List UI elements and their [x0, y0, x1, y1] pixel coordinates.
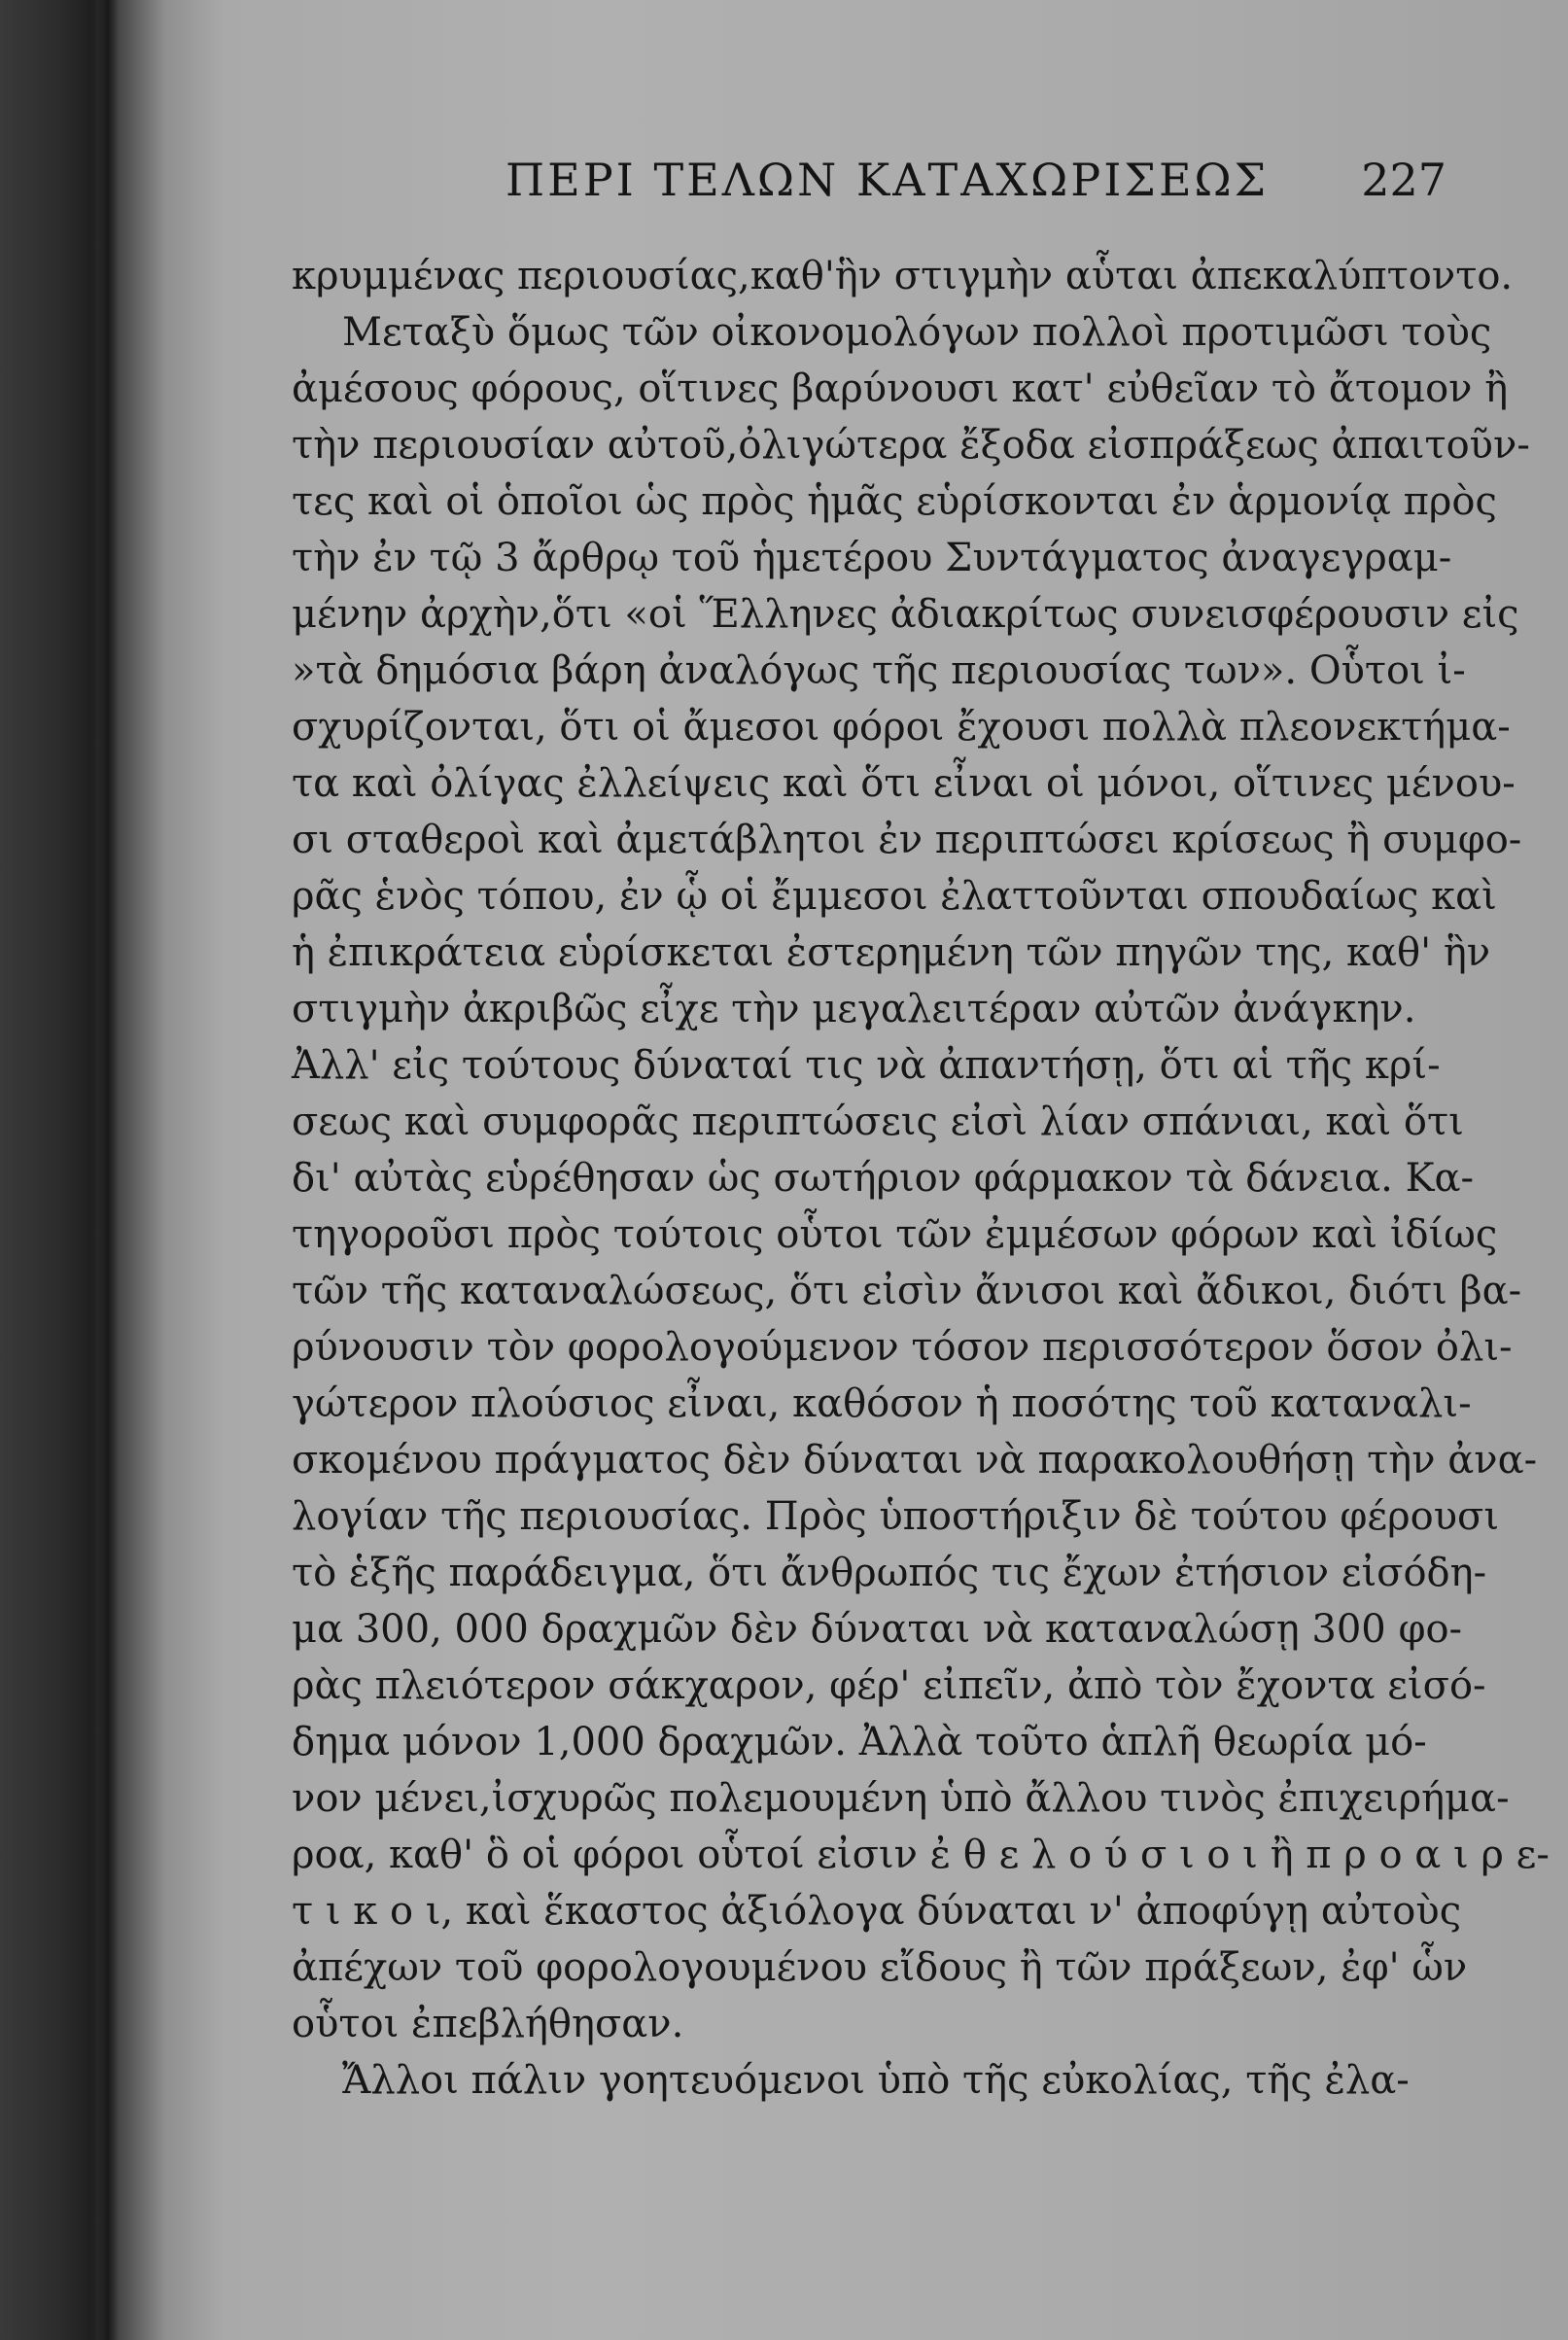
text-line: ἡ ἐπικράτεια εὑρίσκεται ἐστερημένη τῶν πηγῶν της, καθ' ἣν: [292, 930, 1491, 975]
text-line: δι' αὐτὰς εὑρέθησαν ὡς σωτήριον φάρμακον τὰ δάνεια. Κα-: [292, 1156, 1474, 1201]
text-line: τες καὶ οἱ ὁποῖοι ὡς πρὸς ἡμᾶς εὑρίσκονται ἐν ἁρμονίᾳ πρὸς: [292, 479, 1497, 524]
page-header: [292, 154, 1468, 212]
text-line: τὴν ἐν τῷ 3 ἄρθρῳ τοῦ ἡμετέρου Συντάγματος ἀναγεγραμ-: [292, 536, 1452, 580]
text-line: δημα μόνον 1,000 δραχμῶν. Ἀλλὰ τοῦτο ἁπλῆ θεωρία μό-: [292, 1720, 1427, 1764]
text-line: ἀμέσους φόρους, οἵτινες βαρύνουσι κατ' εὐθεῖαν τὸ ἄτομον ἢ: [292, 367, 1509, 411]
text-line: γώτερον πλούσιος εἶναι, καθόσον ἡ ποσότης τοῦ καταναλι-: [292, 1381, 1472, 1426]
text-line: Ἀλλ' εἰς τούτους δύναταί τις νὰ ἀπαντήσῃ, ὅτι αἱ τῆς κρί-: [292, 1043, 1441, 1088]
text-line: ρύνουσιν τὸν φορολογούμενον τόσον περισσότερον ὅσον ὀλι-: [292, 1325, 1513, 1370]
page-number: 227: [1361, 154, 1446, 206]
body-text: [292, 248, 1550, 2109]
text-line: τὸ ἑξῆς παράδειγμα, ὅτι ἄνθρωπός τις ἔχων ἐτήσιον εἰσόδη-: [292, 1551, 1487, 1595]
text-line: νον μένει,ἰσχυρῶς πολεμουμένη ὑπὸ ἄλλου τινὸς ἐπιχειρήμα-: [292, 1776, 1510, 1821]
text-line: τὴν περιουσίαν αὐτοῦ,ὀλιγώτερα ἔξοδα εἰσπράξεως ἀπαιτοῦν-: [292, 423, 1530, 468]
text-line: σι σταθεροὶ καὶ ἀμετάβλητοι ἐν περιπτώσει κρίσεως ἢ συμφο-: [292, 818, 1522, 862]
text-line: μα 300, 000 δραχμῶν δὲν δύναται νὰ καταναλώσῃ 300 φο-: [292, 1607, 1463, 1652]
text-line: »τὰ δημόσια βάρη ἀναλόγως τῆς περιουσίας των». Οὗτοι ἰ-: [292, 648, 1466, 693]
text-line: ἀπέχων τοῦ φορολογουμένου εἴδους ἢ τῶν πράξεων, ἐφ' ὧν: [292, 1945, 1468, 1990]
text-line: Ἄλλοι πάλιν γοητευόμενοι ὑπὸ τῆς εὐκολίας, τῆς ἐλα-: [342, 2058, 1410, 2103]
text-line: σκομένου πράγματος δὲν δύναται νὰ παρακολουθήσῃ τὴν ἀνα-: [292, 1438, 1538, 1483]
text-line: ρᾶς ἑνὸς τόπου, ἐν ᾧ οἱ ἔμμεσοι ἐλαττοῦνται σπουδαίως καὶ: [292, 874, 1497, 919]
text-line: ρὰς πλειότερον σάκχαρον, φέρ' εἰπεῖν, ἀπὸ τὸν ἔχοντα εἰσό-: [292, 1663, 1486, 1708]
text-line: ρoα, καθ' ὃ οἱ φόροι οὗτοί εἰσιν ἐ θ ε λ ο ύ σ ι ο ι ἢ π ρ ο α ι ρ ε-: [292, 1833, 1550, 1877]
text-line: τα καὶ ὀλίγας ἐλλείψεις καὶ ὅτι εἶναι οἱ μόνοι, οἵτινες μένου-: [292, 761, 1516, 806]
text-line: τῶν τῆς καταναλώσεως, ὅτι εἰσὶν ἄνισοι καὶ ἄδικοι, διότι βα-: [292, 1269, 1522, 1313]
text-line: οὗτοι ἐπεβλήθησαν.: [292, 2002, 684, 2046]
text-line: σχυρίζονται, ὅτι οἱ ἄμεσοι φόροι ἔχουσι πολλὰ πλεονεκτήμα-: [292, 705, 1511, 750]
text-line: κρυμμένας περιουσίας,καθ'ἣν στιγμὴν αὗται ἀπεκαλύπτοντο.: [292, 254, 1514, 298]
text-line: Μεταξὺ ὅμως τῶν οἰκονομολόγων πολλοὶ προτιμῶσι τοὺς: [342, 310, 1492, 355]
text-line: σεως καὶ συμφορᾶς περιπτώσεις εἰσὶ λίαν σπάνιαι, καὶ ὅτι: [292, 1100, 1464, 1144]
text-line: στιγμὴν ἀκριβῶς εἶχε τὴν μεγαλειτέραν αὐτῶν ἀνάγκην.: [292, 987, 1416, 1031]
running-title: ΠΕΡΙ ΤΕΛΩΝ ΚΑΤΑΧΩΡΙΣΕΩΣ: [505, 154, 1270, 206]
text-line: λογίαν τῆς περιουσίας. Πρὸς ὑποστήριξιν δὲ τούτου φέρουσι: [292, 1494, 1500, 1539]
text-line: μένην ἀρχὴν,ὅτι «οἱ Ἕλληνες ἀδιακρίτως συνεισφέρουσιν εἰς: [292, 592, 1519, 637]
text-line: τηγοροῦσι πρὸς τούτοις οὗτοι τῶν ἐμμέσων φόρων καὶ ἰδίως: [292, 1212, 1498, 1257]
text-line: τ ι κ ο ι, καὶ ἕκαστος ἀξιόλογα δύναται ν' ἀποφύγῃ αὐτοὺς: [292, 1889, 1462, 1934]
book-spine-shadow: [97, 0, 119, 2340]
